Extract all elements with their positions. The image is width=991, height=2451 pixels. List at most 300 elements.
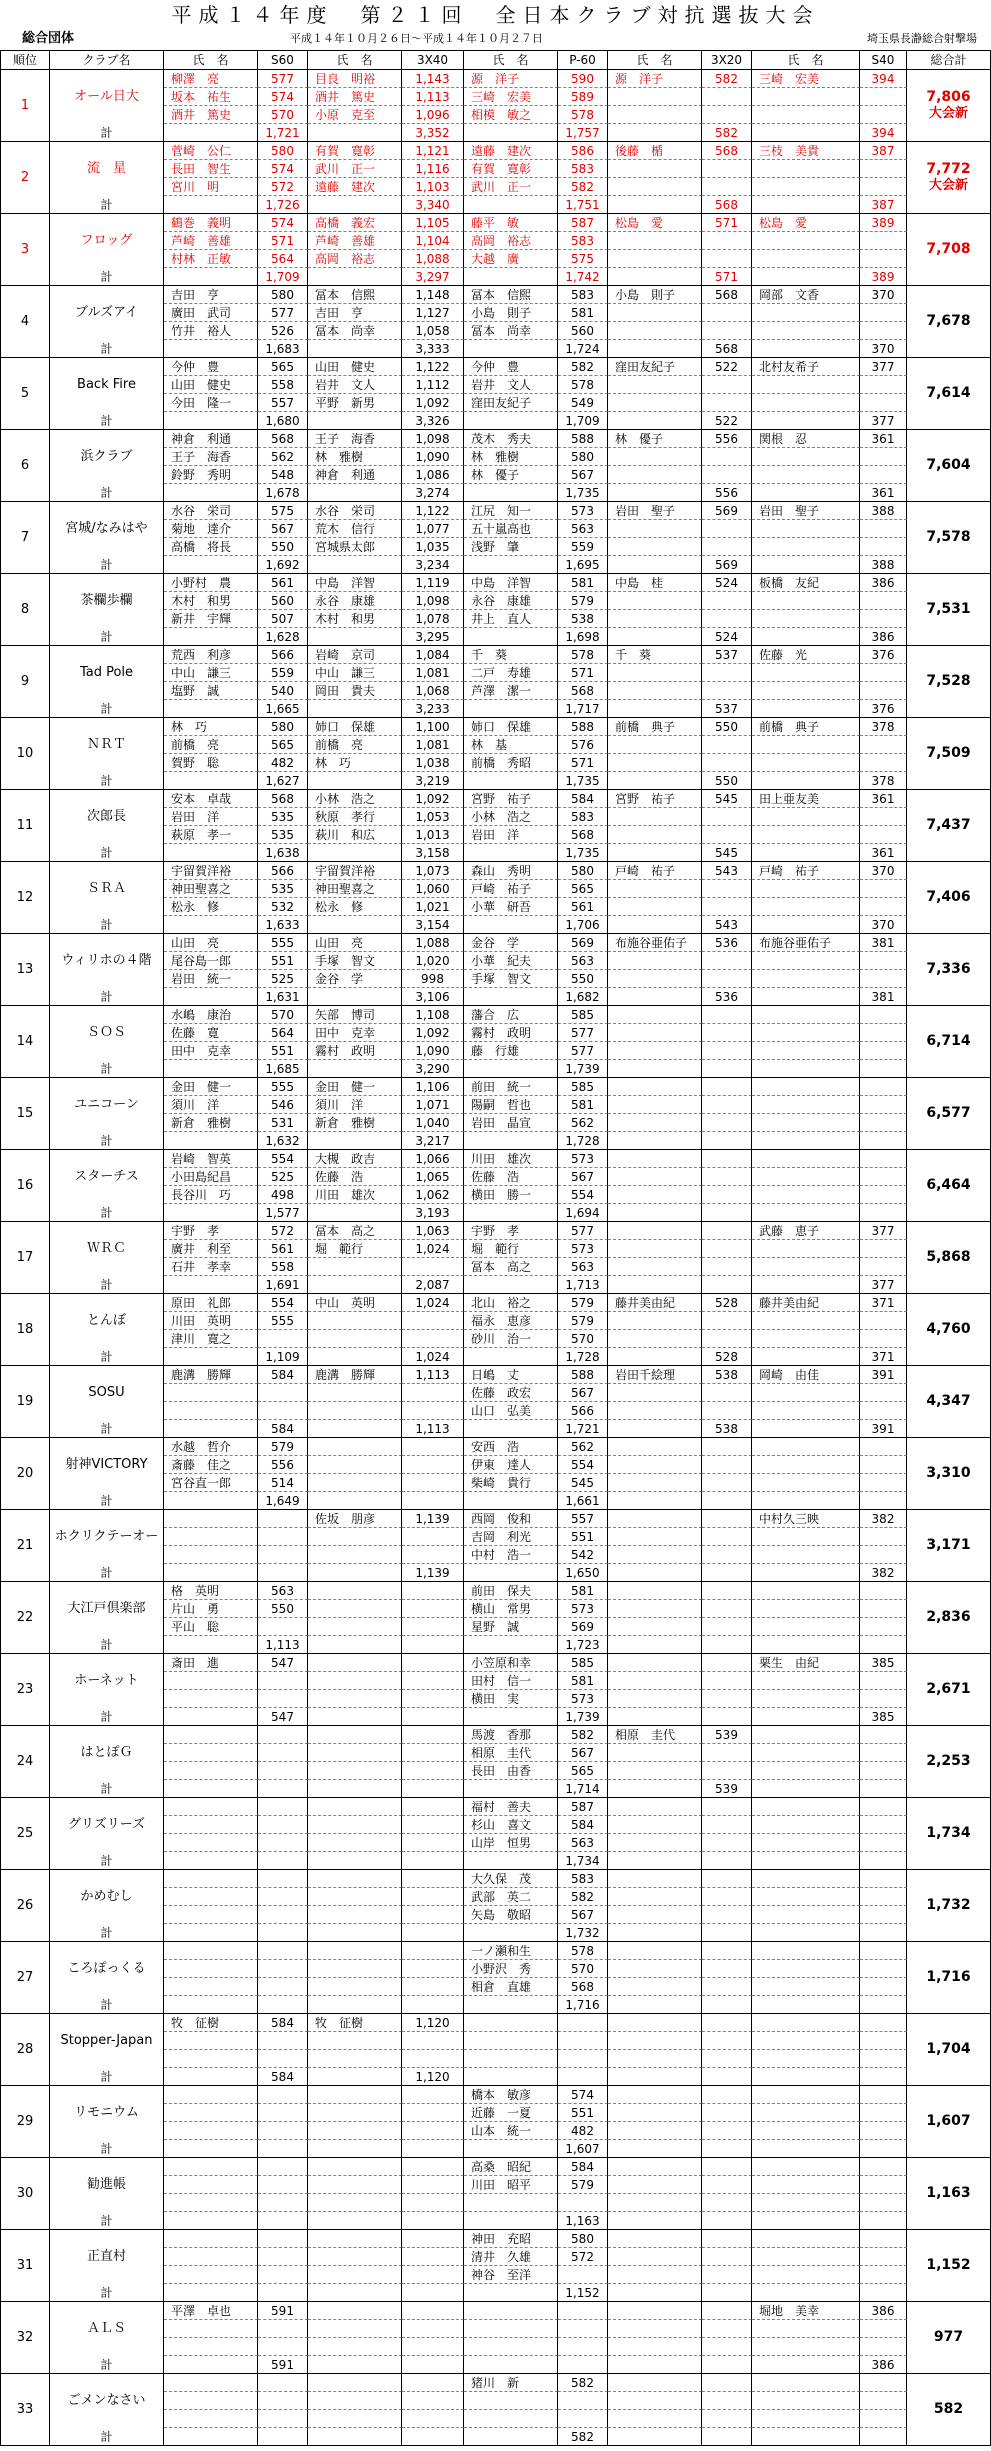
member-name bbox=[308, 1672, 402, 1690]
member-name bbox=[608, 1168, 702, 1186]
club-name: SOSU bbox=[50, 1366, 164, 1420]
member-score bbox=[258, 2230, 308, 2248]
club-group bbox=[0, 1582, 991, 1654]
member-score bbox=[258, 1978, 308, 1996]
subtotal-spacer bbox=[164, 2140, 258, 2158]
member-name: 矢部 博司 bbox=[308, 1006, 402, 1024]
member-score bbox=[402, 1942, 464, 1960]
subtotal-score: 1,139 bbox=[402, 1564, 464, 1582]
member-score bbox=[258, 1798, 308, 1816]
member-name bbox=[752, 1870, 860, 1888]
member-score: 583 bbox=[558, 232, 608, 250]
member-score bbox=[860, 2158, 907, 2176]
subtotal-spacer bbox=[608, 412, 702, 430]
member-score: 567 bbox=[258, 520, 308, 538]
member-score: 575 bbox=[258, 502, 308, 520]
page-title: 平成１４年度 第２１回 全日本クラブ対抗選抜大会 bbox=[171, 3, 820, 27]
member-name bbox=[308, 1330, 402, 1348]
subtotal-score: 385 bbox=[860, 1708, 907, 1726]
member-score bbox=[258, 1816, 308, 1834]
member-name bbox=[752, 1672, 860, 1690]
member-name bbox=[752, 970, 860, 988]
member-score: 551 bbox=[558, 1528, 608, 1546]
subtotal-score bbox=[402, 2356, 464, 2374]
subtotal-spacer bbox=[752, 916, 860, 934]
subtotal-label: 計 bbox=[50, 916, 164, 934]
subtotal-score: 1,650 bbox=[558, 1564, 608, 1582]
subtotal-spacer bbox=[308, 1348, 402, 1366]
member-score: 568 bbox=[558, 682, 608, 700]
member-score: 998 bbox=[402, 970, 464, 988]
total-score: 7,531 bbox=[926, 601, 971, 617]
subtotal-score: 382 bbox=[860, 1564, 907, 1582]
club-group bbox=[0, 1870, 991, 1942]
member-name: 岩田 聖子 bbox=[752, 502, 860, 520]
member-name: 岩田 統一 bbox=[164, 970, 258, 988]
member-score bbox=[860, 2338, 907, 2356]
member-score: 577 bbox=[558, 1222, 608, 1240]
member-score bbox=[860, 1456, 907, 1474]
member-name: 岩井 文人 bbox=[308, 376, 402, 394]
subtotal-spacer bbox=[308, 2428, 402, 2446]
subtotal-score: 1,680 bbox=[258, 412, 308, 430]
rank: 19 bbox=[0, 1366, 50, 1438]
member-name: 田村 信一 bbox=[464, 1672, 558, 1690]
member-name: 木村 和男 bbox=[308, 610, 402, 628]
member-score bbox=[402, 1582, 464, 1600]
subtotal-score: 1,739 bbox=[558, 1708, 608, 1726]
member-score bbox=[558, 2302, 608, 2320]
subtotal-score: 568 bbox=[702, 196, 752, 214]
subtotal-score: 1,685 bbox=[258, 1060, 308, 1078]
member-name: 千 葵 bbox=[608, 646, 702, 664]
member-name bbox=[164, 1870, 258, 1888]
member-name bbox=[308, 1888, 402, 1906]
column-header-name-s60: 氏 名 bbox=[164, 50, 258, 70]
member-score bbox=[402, 1600, 464, 1618]
member-score bbox=[860, 2374, 907, 2392]
subtotal-score bbox=[402, 1852, 464, 1870]
member-name: 吉田 亨 bbox=[308, 304, 402, 322]
member-name bbox=[608, 952, 702, 970]
subtotal-spacer bbox=[608, 1564, 702, 1582]
member-name bbox=[608, 754, 702, 772]
member-name bbox=[308, 1582, 402, 1600]
column-header-p60: P-60 bbox=[558, 50, 608, 70]
member-score bbox=[702, 1222, 752, 1240]
member-score bbox=[702, 1168, 752, 1186]
subtotal-score: 1,739 bbox=[558, 1060, 608, 1078]
member-score bbox=[258, 2032, 308, 2050]
subtotal-spacer bbox=[464, 2068, 558, 2086]
club-group bbox=[0, 2158, 991, 2230]
rank: 13 bbox=[0, 934, 50, 1006]
member-score: 555 bbox=[258, 1078, 308, 1096]
subtotal-spacer bbox=[164, 1780, 258, 1798]
total-score-cell bbox=[907, 1438, 991, 1510]
member-score bbox=[860, 1528, 907, 1546]
member-name bbox=[752, 682, 860, 700]
club-group bbox=[0, 790, 991, 862]
member-score bbox=[258, 1672, 308, 1690]
member-name: 宇野 孝 bbox=[164, 1222, 258, 1240]
subtotal-score bbox=[860, 2212, 907, 2230]
member-score: 573 bbox=[558, 502, 608, 520]
member-name bbox=[608, 1474, 702, 1492]
subtotal-score: 1,716 bbox=[558, 1996, 608, 2014]
member-name: 布施谷亜佑子 bbox=[608, 934, 702, 952]
member-name bbox=[752, 322, 860, 340]
member-name: 五十嵐高也 bbox=[464, 520, 558, 538]
subtotal-spacer bbox=[608, 2068, 702, 2086]
rank: 11 bbox=[0, 790, 50, 862]
member-name bbox=[752, 592, 860, 610]
member-name bbox=[752, 736, 860, 754]
subtotal-spacer bbox=[464, 2284, 558, 2302]
total-score-cell bbox=[907, 862, 991, 934]
subtotal-spacer bbox=[464, 1132, 558, 1150]
member-score bbox=[860, 2230, 907, 2248]
member-score: 498 bbox=[258, 1186, 308, 1204]
member-score: 587 bbox=[558, 214, 608, 232]
subtotal-spacer bbox=[464, 196, 558, 214]
member-score bbox=[402, 1618, 464, 1636]
club-name: フロッグ bbox=[50, 214, 164, 268]
member-name: 新倉 雅樹 bbox=[308, 1114, 402, 1132]
subtotal-spacer bbox=[308, 2140, 402, 2158]
member-score: 582 bbox=[558, 1726, 608, 1744]
member-name: 清井 久雄 bbox=[464, 2248, 558, 2266]
member-name: 西岡 俊和 bbox=[464, 1510, 558, 1528]
member-name bbox=[608, 2338, 702, 2356]
member-score: 548 bbox=[258, 466, 308, 484]
member-score bbox=[860, 2032, 907, 2050]
subtotal-spacer bbox=[464, 628, 558, 646]
member-name: 大久保 茂 bbox=[464, 1870, 558, 1888]
member-name: 安西 浩 bbox=[464, 1438, 558, 1456]
member-score bbox=[860, 1438, 907, 1456]
subtotal-spacer bbox=[308, 700, 402, 718]
member-score bbox=[702, 2176, 752, 2194]
subtotal-score: 1,694 bbox=[558, 1204, 608, 1222]
club-name: ホクリクテーオー bbox=[50, 1510, 164, 1564]
member-name bbox=[308, 2410, 402, 2428]
member-name bbox=[308, 2086, 402, 2104]
member-score: 550 bbox=[258, 538, 308, 556]
subtotal-score bbox=[702, 1276, 752, 1294]
member-name bbox=[608, 1942, 702, 1960]
rank: 2 bbox=[0, 142, 50, 214]
member-name: 山本 統一 bbox=[464, 2122, 558, 2140]
member-score bbox=[860, 322, 907, 340]
member-score bbox=[402, 1960, 464, 1978]
member-score: 1,020 bbox=[402, 952, 464, 970]
subtotal-score bbox=[402, 1924, 464, 1942]
subtotal-score: 1,607 bbox=[558, 2140, 608, 2158]
member-score bbox=[702, 2050, 752, 2068]
subtotal-spacer bbox=[308, 412, 402, 430]
subtotal-score: 3,352 bbox=[402, 124, 464, 142]
member-score: 1,116 bbox=[402, 160, 464, 178]
member-name: 高岡 裕志 bbox=[308, 250, 402, 268]
member-name: 相原 圭代 bbox=[464, 1744, 558, 1762]
member-name: 藤 行雄 bbox=[464, 1042, 558, 1060]
member-score: 579 bbox=[558, 1294, 608, 1312]
member-name bbox=[608, 322, 702, 340]
subtotal-spacer bbox=[752, 1564, 860, 1582]
member-score bbox=[860, 394, 907, 412]
member-name: 鹿溝 勝輝 bbox=[308, 1366, 402, 1384]
subtotal-label: 計 bbox=[50, 2428, 164, 2446]
member-name bbox=[752, 2410, 860, 2428]
member-score bbox=[860, 736, 907, 754]
member-name bbox=[752, 2392, 860, 2410]
member-name bbox=[164, 2266, 258, 2284]
member-name bbox=[608, 1816, 702, 1834]
subtotal-score: 1,627 bbox=[258, 772, 308, 790]
subtotal-spacer bbox=[464, 772, 558, 790]
member-score: 567 bbox=[558, 466, 608, 484]
member-name bbox=[752, 2014, 860, 2032]
member-name: 佐藤 政宏 bbox=[464, 1384, 558, 1402]
member-name bbox=[752, 610, 860, 628]
subtotal-score bbox=[402, 1780, 464, 1798]
member-name bbox=[608, 2320, 702, 2338]
member-score bbox=[702, 1510, 752, 1528]
member-score bbox=[702, 2230, 752, 2248]
subtotal-spacer bbox=[752, 1060, 860, 1078]
member-name: 須川 洋 bbox=[308, 1096, 402, 1114]
member-score: 569 bbox=[558, 934, 608, 952]
member-name bbox=[308, 2374, 402, 2392]
subtotal-spacer bbox=[752, 340, 860, 358]
member-score bbox=[702, 160, 752, 178]
member-name: 林 基 bbox=[464, 736, 558, 754]
member-score bbox=[860, 1096, 907, 1114]
subtotal-score: 1,757 bbox=[558, 124, 608, 142]
subtotal-score: 571 bbox=[702, 268, 752, 286]
member-name bbox=[608, 2176, 702, 2194]
total-score: 7,604 bbox=[926, 457, 971, 473]
subtotal-spacer bbox=[164, 2068, 258, 2086]
club-name: オール日大 bbox=[50, 70, 164, 124]
subtotal-score: 1,628 bbox=[258, 628, 308, 646]
member-name bbox=[164, 1546, 258, 1564]
subtotal-score bbox=[860, 1204, 907, 1222]
member-score: 387 bbox=[860, 142, 907, 160]
member-name: 水谷 栄司 bbox=[308, 502, 402, 520]
member-name bbox=[608, 2410, 702, 2428]
column-header-club: クラブ名 bbox=[50, 50, 164, 70]
member-score bbox=[558, 2050, 608, 2068]
member-score: 567 bbox=[558, 1168, 608, 1186]
total-score-cell bbox=[907, 1222, 991, 1294]
subtotal-spacer bbox=[464, 484, 558, 502]
subtotal-spacer bbox=[752, 700, 860, 718]
member-score bbox=[860, 2050, 907, 2068]
subtotal-spacer bbox=[464, 1636, 558, 1654]
subtotal-score bbox=[860, 1492, 907, 1510]
member-score bbox=[702, 322, 752, 340]
club-group bbox=[0, 142, 991, 214]
member-name bbox=[608, 1546, 702, 1564]
member-score: 585 bbox=[558, 1654, 608, 1672]
subtotal-label: 計 bbox=[50, 1204, 164, 1222]
subtotal-spacer bbox=[464, 1852, 558, 1870]
column-header-name-s40: 氏 名 bbox=[752, 50, 860, 70]
total-score-cell bbox=[907, 574, 991, 646]
member-name: 秋原 孝行 bbox=[308, 808, 402, 826]
club-group bbox=[0, 1006, 991, 1078]
subtotal-score: 3,217 bbox=[402, 1132, 464, 1150]
member-name bbox=[164, 2338, 258, 2356]
member-name: 猪川 新 bbox=[464, 2374, 558, 2392]
member-name bbox=[608, 1906, 702, 1924]
member-score: 1,090 bbox=[402, 1042, 464, 1060]
column-header-rank: 順位 bbox=[0, 50, 50, 70]
member-score: 536 bbox=[702, 934, 752, 952]
member-score: 1,120 bbox=[402, 2014, 464, 2032]
subtotal-score bbox=[860, 1060, 907, 1078]
column-header-3x20: 3X20 bbox=[702, 50, 752, 70]
member-score: 1,105 bbox=[402, 214, 464, 232]
member-score bbox=[402, 2338, 464, 2356]
member-name: 岡崎 由佳 bbox=[752, 1366, 860, 1384]
subtotal-score: 1,709 bbox=[258, 268, 308, 286]
member-score bbox=[402, 1528, 464, 1546]
member-name: 中山 謙三 bbox=[308, 664, 402, 682]
club-group bbox=[0, 2302, 991, 2374]
member-name bbox=[608, 592, 702, 610]
member-name: 金田 健一 bbox=[164, 1078, 258, 1096]
club-name: ホーネット bbox=[50, 1654, 164, 1708]
member-name: 二戸 寿雄 bbox=[464, 664, 558, 682]
subtotal-score: 1,682 bbox=[558, 988, 608, 1006]
member-name: 藤平 敏 bbox=[464, 214, 558, 232]
member-name bbox=[608, 1870, 702, 1888]
member-score: 1,103 bbox=[402, 178, 464, 196]
member-name bbox=[164, 2320, 258, 2338]
member-name bbox=[608, 1240, 702, 1258]
member-score: 514 bbox=[258, 1474, 308, 1492]
member-name bbox=[752, 1186, 860, 1204]
total-score: 1,734 bbox=[926, 1825, 971, 1841]
member-name bbox=[608, 304, 702, 322]
subtotal-spacer bbox=[164, 1852, 258, 1870]
member-name: 萩原 孝一 bbox=[164, 826, 258, 844]
member-name: 杉山 喜文 bbox=[464, 1816, 558, 1834]
member-score: 1,104 bbox=[402, 232, 464, 250]
subtotal-spacer bbox=[752, 556, 860, 574]
member-score bbox=[860, 1330, 907, 1348]
member-score: 562 bbox=[558, 1438, 608, 1456]
subtotal-label: 計 bbox=[50, 124, 164, 142]
subtotal-spacer bbox=[608, 1852, 702, 1870]
member-name bbox=[752, 1834, 860, 1852]
member-score bbox=[702, 1618, 752, 1636]
club-name: ＮＲＴ bbox=[50, 718, 164, 772]
member-name: 王子 海香 bbox=[308, 430, 402, 448]
member-name: 斎田 進 bbox=[164, 1654, 258, 1672]
member-score bbox=[402, 2158, 464, 2176]
member-score: 1,122 bbox=[402, 502, 464, 520]
member-score bbox=[558, 2392, 608, 2410]
member-name: 木村 和男 bbox=[164, 592, 258, 610]
subtotal-score: 3,158 bbox=[402, 844, 464, 862]
subtotal-spacer bbox=[308, 1924, 402, 1942]
member-score: 535 bbox=[258, 826, 308, 844]
subtotal-score: 1,632 bbox=[258, 1132, 308, 1150]
member-name bbox=[752, 2050, 860, 2068]
subtotal-spacer bbox=[752, 412, 860, 430]
total-score: 1,163 bbox=[926, 2185, 971, 2201]
member-name bbox=[752, 2338, 860, 2356]
member-name bbox=[308, 2122, 402, 2140]
member-name: 武藤 恵子 bbox=[752, 1222, 860, 1240]
member-name: 萩川 和広 bbox=[308, 826, 402, 844]
member-score bbox=[702, 2014, 752, 2032]
member-score bbox=[258, 2086, 308, 2104]
subtotal-spacer bbox=[608, 2284, 702, 2302]
subtotal-spacer bbox=[308, 1492, 402, 1510]
member-score: 563 bbox=[558, 1258, 608, 1276]
member-name: 源 洋子 bbox=[464, 70, 558, 88]
subtotal-spacer bbox=[464, 1276, 558, 1294]
member-name: 横田 勝一 bbox=[464, 1186, 558, 1204]
member-score bbox=[860, 2086, 907, 2104]
member-score bbox=[702, 2302, 752, 2320]
total-score: 582 bbox=[933, 2401, 964, 2417]
member-name bbox=[164, 2374, 258, 2392]
member-score: 1,077 bbox=[402, 520, 464, 538]
member-score bbox=[402, 2086, 464, 2104]
member-score: 551 bbox=[258, 1042, 308, 1060]
member-score: 370 bbox=[860, 286, 907, 304]
member-name bbox=[464, 2032, 558, 2050]
club-group bbox=[0, 70, 991, 142]
total-score-cell bbox=[907, 214, 991, 286]
member-name: 宇留賀洋裕 bbox=[308, 862, 402, 880]
subtotal-label: 計 bbox=[50, 268, 164, 286]
member-score: 525 bbox=[258, 970, 308, 988]
member-score bbox=[860, 538, 907, 556]
member-name bbox=[608, 610, 702, 628]
member-name: 尾谷島一郎 bbox=[164, 952, 258, 970]
member-score bbox=[702, 1978, 752, 1996]
rank: 5 bbox=[0, 358, 50, 430]
member-name bbox=[308, 2230, 402, 2248]
member-name bbox=[752, 232, 860, 250]
total-score: 1,704 bbox=[926, 2041, 971, 2057]
member-name: 岩崎 京司 bbox=[308, 646, 402, 664]
subtotal-spacer bbox=[308, 916, 402, 934]
subtotal-spacer bbox=[752, 268, 860, 286]
member-score bbox=[402, 1798, 464, 1816]
member-score: 550 bbox=[558, 970, 608, 988]
member-score bbox=[702, 1384, 752, 1402]
member-name bbox=[608, 736, 702, 754]
member-name bbox=[752, 1600, 860, 1618]
member-score: 586 bbox=[558, 142, 608, 160]
club-group bbox=[0, 2086, 991, 2158]
member-name bbox=[608, 1330, 702, 1348]
member-score bbox=[258, 1690, 308, 1708]
member-score: 585 bbox=[558, 1006, 608, 1024]
member-name: 永谷 康雄 bbox=[464, 592, 558, 610]
member-score: 561 bbox=[258, 574, 308, 592]
member-name: 藩合 広 bbox=[464, 1006, 558, 1024]
club-group bbox=[0, 1726, 991, 1798]
